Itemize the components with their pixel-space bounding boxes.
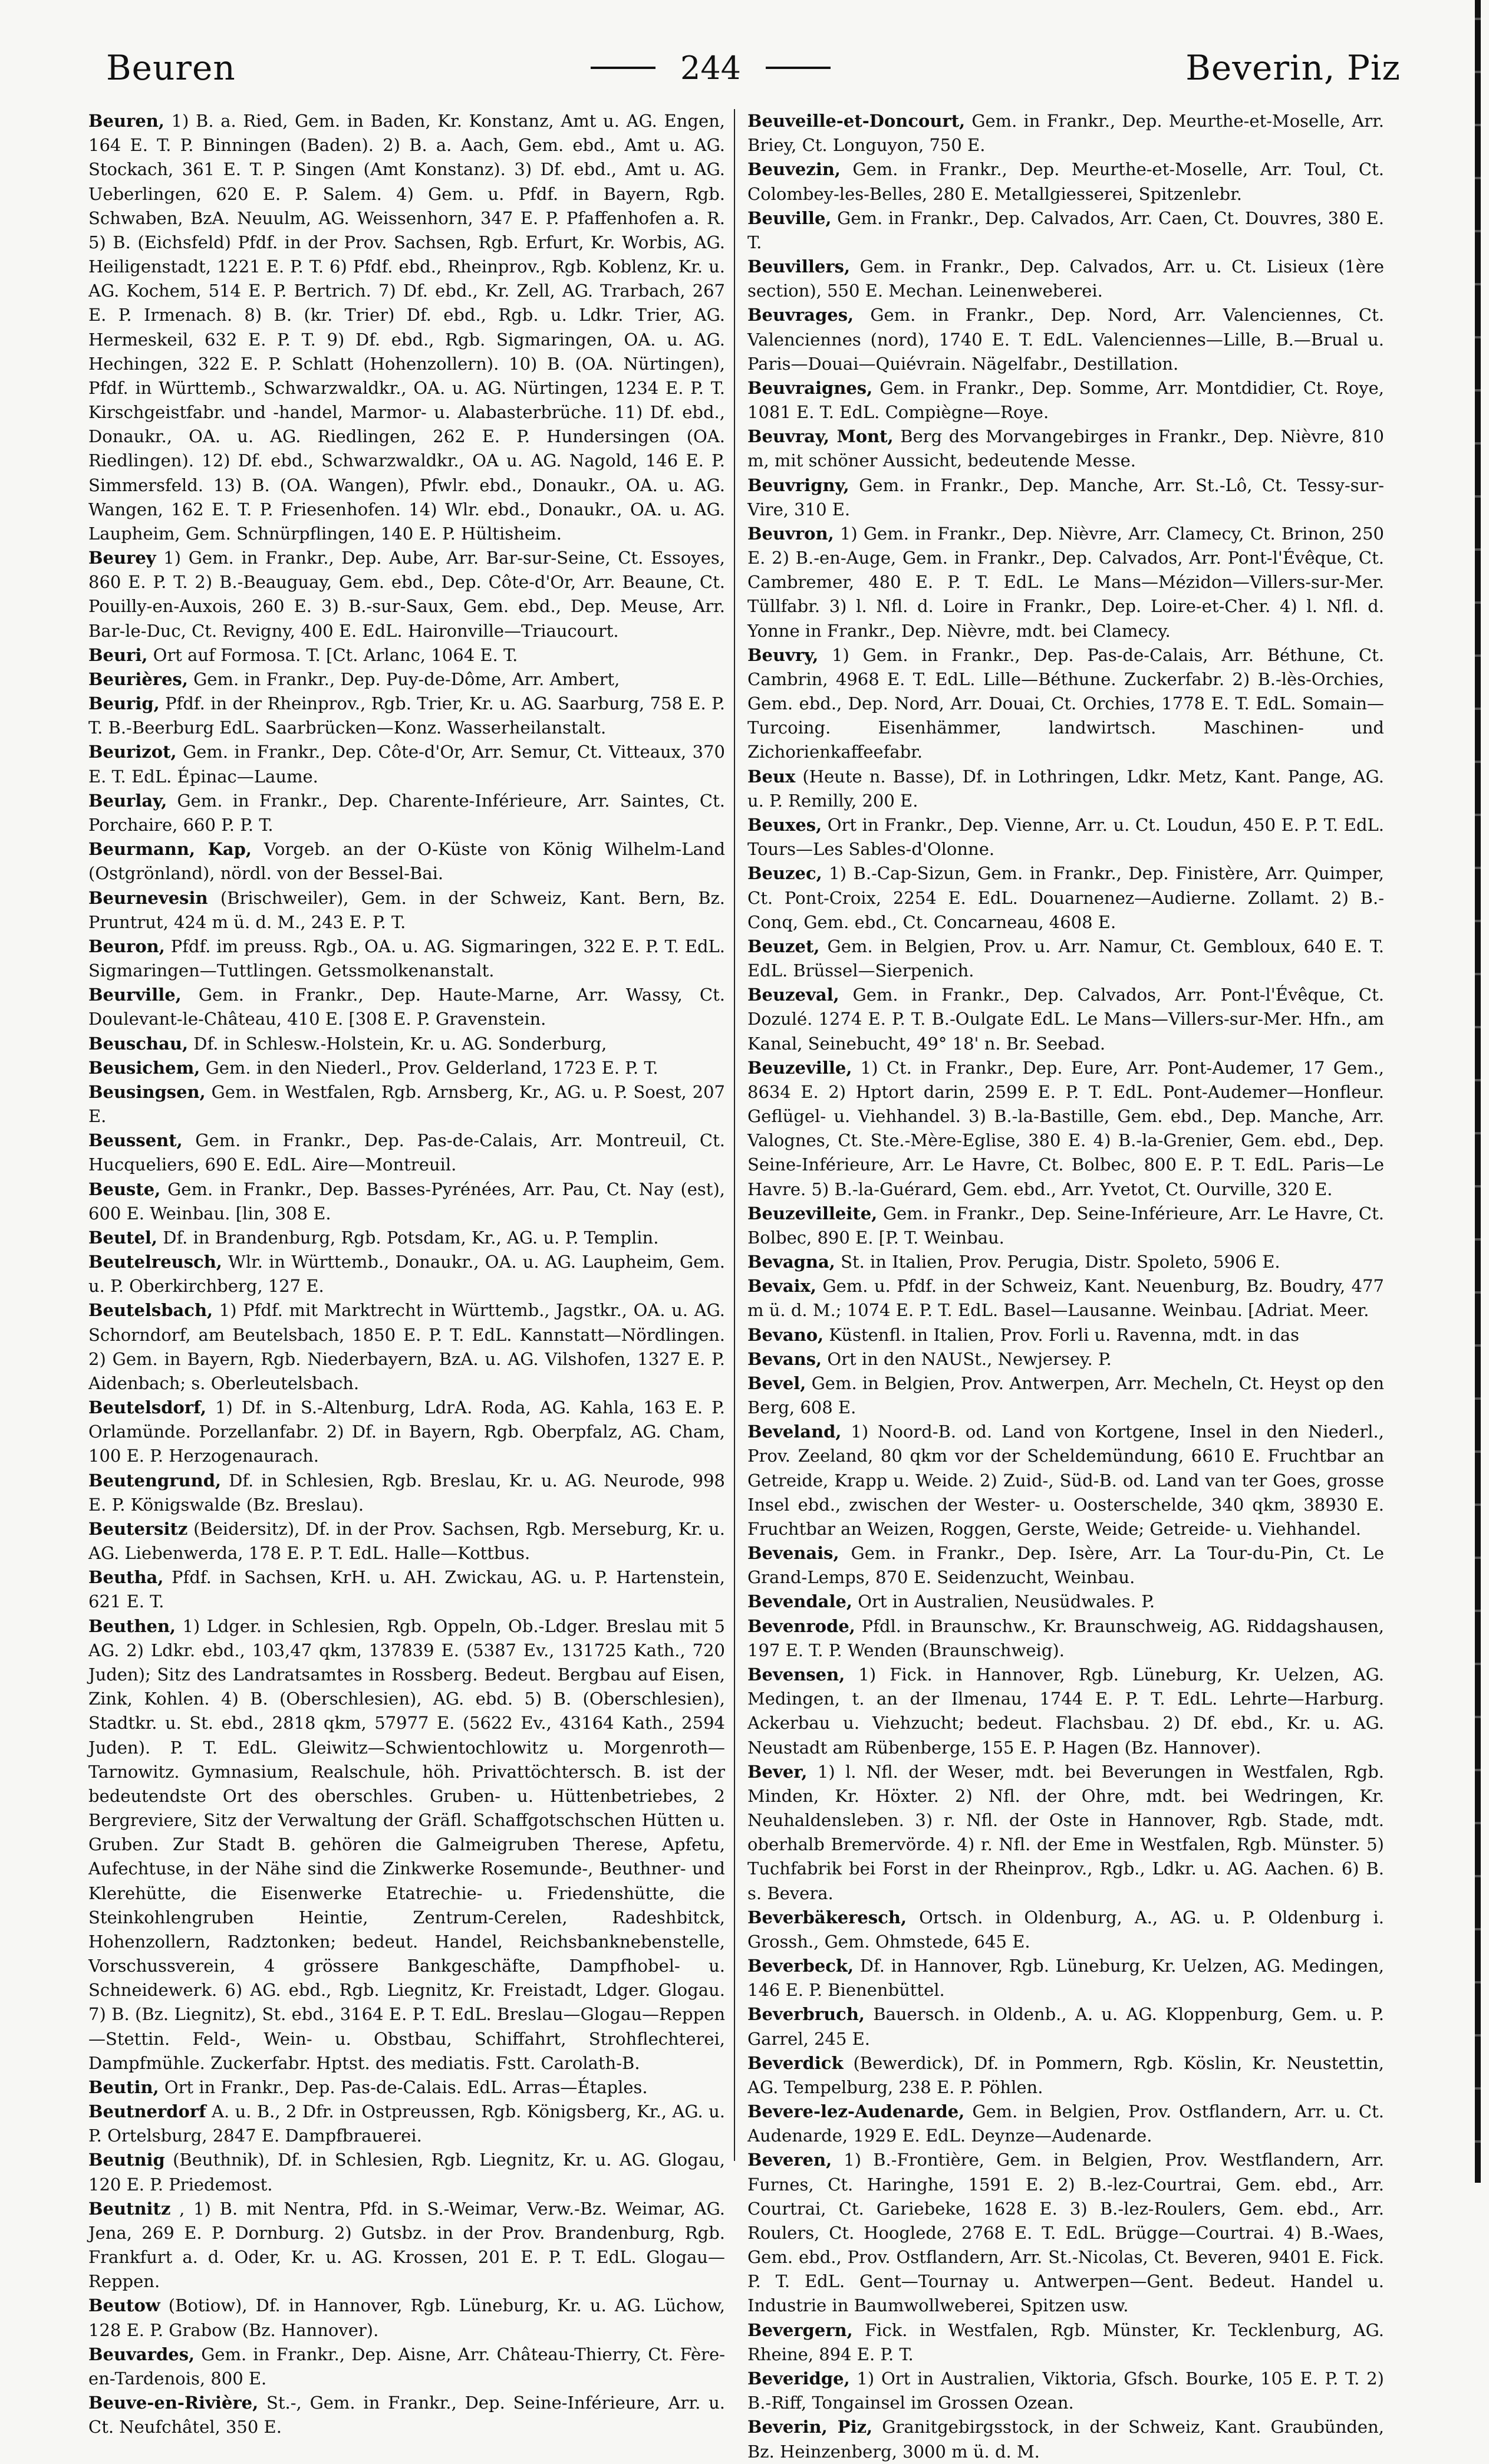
entry-headword: Beuschau, [88, 1033, 189, 1054]
entry-text: Ortsch. in Oldenburg, A., AG. u. P. Oldenburg i. Grossh., Gem. Ohmstede, 645 E. [747, 1907, 1384, 1952]
entry-text: Gem. in Frankr., Dep. Côte-d'Or, Arr. Semur, Ct. Vitteaux, 370 E. T. EdL. Épinac—Laume. [88, 742, 725, 787]
gazetteer-entry [88, 692, 725, 740]
entry-text: Berg des Morvangebirges in Frankr., Dep. Nièvre, 810 m, mit schöner Aussicht, bedeutende Messe. [747, 426, 1384, 471]
entry-headword: Beveland, [747, 1422, 842, 1442]
entry-headword: Beutelsdorf, [88, 1397, 207, 1418]
gazetteer-entry [747, 935, 1384, 983]
entry-headword: Beuthen, [88, 1616, 176, 1636]
entry-text: Küstenfl. in Italien, Prov. Forli u. Ravenna, mdt. in das [823, 1324, 1300, 1345]
entry-text: Vorgeb. an der O-Küste von König Wilhelm-Land (Ostgrönland), nördl. von der Bessel-Bai. [88, 839, 726, 884]
gazetteer-entry [88, 1056, 725, 1080]
gazetteer-entry [747, 376, 1384, 425]
entry-headword: Beuvron, [747, 523, 834, 544]
entry-text: Pfdf. in der Rheinprov., Rgb. Trier, Kr. u. AG. Saarburg, 758 E. P. T. B.-Beerburg EdL. Saarbrücken—Konz. Wasserheilanstalt. [88, 693, 725, 738]
entry-headword: Beuzeval, [747, 985, 839, 1005]
entry-headword: Beurlay, [88, 790, 167, 811]
gazetteer-entry [747, 1906, 1384, 1954]
gazetteer-entry [88, 2100, 725, 2148]
entry-headword: Bevans, [747, 1348, 822, 1369]
entry-text: Gem. u. Pfdf. in der Schweiz, Kant. Neuenburg, Bz. Boudry, 477 m ü. d. M.; 1074 E. P. T. EdL. Basel—Lausanne. Weinbau. [Adriat. Meer. [747, 1276, 1384, 1321]
page-header [106, 35, 1401, 100]
entry-text: St. in Italien, Prov. Perugia, Distr. Spoleto, 5906 E. [835, 1252, 1280, 1272]
gazetteer-entry [747, 1323, 1384, 1347]
dash-right [766, 67, 831, 69]
gazetteer-entry [88, 1396, 725, 1469]
entry-headword: Beurières, [88, 669, 188, 689]
entry-headword: Beurmann, Kap, [88, 839, 252, 860]
gazetteer-entry [747, 643, 1384, 765]
entry-text: 1) Gem. in Frankr., Dep. Aube, Arr. Bar-sur-Seine, Ct. Essoyes, 860 E. P. T. 2) B.-Beauguay, Gem. ebd., Dep. Côte-d'Or, Arr. Beaune, Ct. Pouilly-en-Auxois, 260 E. 3) B.-sur-Saux, Gem. ebd., Dep. Meuse, Arr. Bar-le-Duc, Ct. Revigny, 400 E. EdL. Haironville—Triaucourt. [88, 548, 725, 641]
gazetteer-entry [88, 1177, 725, 1226]
column-divider [734, 109, 735, 2161]
gazetteer-entry [88, 886, 725, 935]
entry-headword: Beurey [88, 548, 156, 568]
gazetteer-entry [88, 1226, 725, 1250]
entry-text: Ort in den NAUSt., Newjersey. P. [822, 1348, 1112, 1369]
entry-headword: Beuvardes, [88, 2344, 195, 2364]
entry-headword: Beuvray, Mont, [747, 426, 894, 447]
entry-text: (Bewerdick), Df. in Pommern, Rgb. Köslin, Kr. Neustettin, AG. Tempelburg, 238 E. P. Pöhlen. [747, 2052, 1384, 2097]
gazetteer-entry [88, 109, 725, 546]
gazetteer-entry [88, 2075, 725, 2100]
gazetteer-entry [88, 1080, 725, 1129]
gazetteer-entry [747, 1954, 1384, 2002]
entry-headword: Beuxes, [747, 814, 822, 835]
entry-headword: Beutelsbach, [88, 1300, 213, 1321]
entry-headword: Bevano, [747, 1324, 824, 1345]
gazetteer-entry [747, 522, 1384, 643]
gazetteer-entry [747, 2367, 1384, 2415]
entry-text: Gem. in den Niederl., Prov. Gelderland, 1723 E. P. T. [200, 1057, 658, 1078]
entry-text: Granitgebirgsstock, in der Schweiz, Kant. Graubünden, Bz. Heinzenberg, 3000 m ü. d. M. [747, 2417, 1384, 2462]
entry-headword: Beuvezin, [747, 159, 841, 180]
entry-text: 1) Gem. in Frankr., Dep. Nièvre, Arr. Clamecy, Ct. Brinon, 250 E. 2) B.-en-Auge, Gem. in Frankr., Dep. Calvados, Arr. Pont-l'Évêque, Ct. Cambremer, 480 E. P. T. EdL. Le Mans—Mézidon—Villers-sur-Mer. Tüllfabr. 3) l. Nfl. d. Loire in Frankr., Dep. Loire-et-Cher. 4) l. Nfl. d. Yonne in Frankr., Dep. Nièvre, mdt. bei Clamecy. [747, 523, 1384, 641]
gazetteer-entry [747, 1371, 1384, 1420]
entry-text: Gem. in Frankr., Dep. Puy-de-Dôme, Arr. Ambert, [187, 669, 620, 689]
entry-text: 1) Noord-B. od. Land von Kortgene, Insel in den Niederl., Prov. Zeeland, 80 qkm vor der Scheldemündung, 6610 E. Fruchtbar an Getreide, Krapp u. Weide. 2) Zuid-, Süd-B. od. Land van ter Goes, grosse Insel ebd., zwischen der Wester- u. Oosterschelde, 340 qkm, 38930 E. Fruchtbar an Weizen, Roggen, Gerste, Weide; Getreide- u. Viehhandel. [747, 1422, 1384, 1539]
gazetteer-entry [747, 1274, 1384, 1323]
entry-text: (Botiow), Df. in Hannover, Rgb. Lüneburg, Kr. u. AG. Lüchow, 128 E. P. Grabow (Bz. Hannover). [88, 2295, 725, 2340]
gazetteer-entry [747, 2100, 1384, 2148]
gazetteer-entry [747, 1347, 1384, 1371]
entry-text: Gem. in Frankr., Dep. Nord, Arr. Valenciennes, Ct. Valenciennes (nord), 1740 E. T. EdL. Valenciennes—Lille, B.—Brual u. Paris—Douai—Quiévrain. Nägelfabr., Destillation. [747, 305, 1384, 374]
entry-text: Pfdl. in Braunschw., Kr. Braunschweig, AG. Riddagshausen, 197 E. T. P. Wenden (Braunschweig). [747, 1616, 1384, 1660]
entry-text: 1) B. a. Ried, Gem. in Baden, Kr. Konstanz, Amt u. AG. Engen, 164 E. T. P. Binningen (Baden). 2) B. a. Aach, Gem. ebd., Amt u. AG. Stockach, 361 E. T. P. Singen (Amt Konstanz). 3) Df. ebd., Amt u. AG. Ueberlingen, 620 E. P. Salem. 4) Gem. u. Pfdf. in Bayern, Rgb. Schwaben, BzA. Neuulm, AG. Weissenhorn, 347 E. P. Pfaffenhofen a. R. 5) B. (Eichsfeld) Pfdf. in der Prov. Sachsen, Rgb. Erfurt, Kr. Worbis, AG. Heiligenstadt, 1221 E. P. T. 6) Pfdf. ebd., Rheinprov., Rgb. Koblenz, Kr. u. AG. Kochem, 514 E. P. Bertrich. 7) Df. ebd., Kr. Zell, AG. Trarbach, 267 E. P. Irmenach. 8) B. (kr. Trier) Df. ebd., Rgb. u. Ldkr. Trier, AG. Hermeskeil, 632 E. P. T. 9) Df. ebd., Rgb. Sigmaringen, OA. u. AG. Hechingen, 322 E. P. Schlatt (Hohenzollern). 10) B. (OA. Nürtingen), Pfdf. in Württemb., Schwarzwaldkr., OA. u. AG. Nürtingen, 1234 E. P. T. Kirschgeistfabr. und -handel, Marmor- u. Alabasterbrüche. 11) Df. ebd., Donaukr., OA. u. AG. Riedlingen, 262 E. P. Hundersingen (OA. Riedlingen). 12) Df. ebd., Schwarzwaldkr., OA u. AG. Nagold, 146 E. P. Simmersfeld. 13) B. (OA. Wangen), Pfwlr. ebd., Donaukr., OA. u. AG. Wangen, 162 E. T. P. Friesenhofen. 14) Wlr. ebd., Donaukr., OA. u. AG. Laupheim, Gem. Schnürpflingen, 140 E. P. Hültisheim. [88, 111, 725, 544]
entry-headword: Beuvillers, [747, 256, 851, 277]
entry-text: Ort in Australien, Neusüdwales. P. [852, 1591, 1155, 1612]
entry-text: 1) B.-Cap-Sizun, Gem. in Frankr., Dep. Finistère, Arr. Quimper, Ct. Pont-Croix, 2254 E. EdL. Douarnenez—Audierne. Zollamt. 2) B.-Conq, Gem. ebd., Ct. Concarneau, 4608 E. [747, 863, 1384, 932]
gazetteer-entry [88, 2294, 725, 2342]
gazetteer-entry [88, 1565, 725, 1614]
page-number-group [591, 50, 831, 87]
gazetteer-entry [747, 109, 1384, 157]
entry-text: Gem. in Frankr., Dep. Calvados, Arr. Pont-l'Évêque, Ct. Dozulé. 1274 E. P. T. B.-Oulgate EdL. Le Mans—Villers-sur-Mer. Hfn., am Kanal, Seinebucht, 49° 18' n. Br. Seebad. [747, 985, 1384, 1054]
gazetteer-entry [747, 2002, 1384, 2051]
page-edge [1475, 0, 1481, 2183]
gazetteer-entry [747, 2415, 1384, 2463]
entry-headword: Beusichem, [88, 1057, 200, 1078]
entry-text: (Brischweiler), Gem. in der Schweiz, Kant. Bern, Bz. Pruntrut, 424 m ü. d. M., 243 E. P. T. [88, 887, 725, 932]
entry-headword: Beuvrages, [747, 305, 854, 325]
gazetteer-entry [88, 1614, 725, 2075]
entry-headword: Beutengrund, [88, 1470, 222, 1491]
entry-headword: Beurnevesin [88, 887, 208, 908]
entry-text: Gem. in Frankr., Dep. Manche, Arr. St.-Lô, Ct. Tessy-sur-Vire, 310 E. [747, 475, 1384, 519]
entry-text: 1) Gem. in Frankr., Dep. Pas-de-Calais, Arr. Béthune, Ct. Cambrin, 4968 E. T. EdL. Lille—Béthune. Zuckerfabr. 2) B.-lès-Orchies, Gem. ebd., Dep. Nord, Arr. Douai, Ct. Orchies, 1778 E. T. EdL. Somain—Turcoing. Eisenhämmer, landwirtsch. Maschinen- und Zichorienkaffeefabr. [747, 644, 1384, 762]
gazetteer-entry [88, 1517, 725, 1565]
entry-text: 1) Fick. in Hannover, Rgb. Lüneburg, Kr. Uelzen, AG. Medingen, t. an der Ilmenau, 1744 E. P. T. EdL. Lehrte—Harburg. Ackerbau u. Viehzucht; bedeut. Flachsbau. 2) Df. ebd., Kr. u. AG. Neustadt am Rübenberge, 155 E. P. Hagen (Bz. Hannover). [747, 1664, 1384, 1758]
left-column [88, 109, 726, 2437]
entry-text: Gem. in Frankr., Dep. Pas-de-Calais, Arr. Montreuil, Ct. Hucqueliers, 690 E. EdL. Aire—Montreuil. [88, 1130, 725, 1175]
entry-headword: Bevagna, [747, 1252, 835, 1272]
gazetteer-entry [88, 2148, 725, 2196]
gazetteer-entry [88, 1469, 725, 1517]
entry-headword: Bevenais, [747, 1543, 839, 1564]
gazetteer-entry [747, 206, 1384, 255]
entry-text: Ort auf Formosa. T. [Ct. Arlanc, 1064 E. T. [147, 644, 518, 665]
entry-headword: Beuvry, [747, 644, 819, 665]
entry-text: Wlr. in Württemb., Donaukr., OA. u. AG. Laupheim, Gem. u. P. Oberkirchberg, 127 E. [88, 1252, 725, 1297]
gazetteer-entry [747, 1760, 1384, 1906]
gazetteer-entry [747, 1202, 1384, 1250]
entry-text: Gem. in Westfalen, Rgb. Arnsberg, Kr., AG. u. P. Soest, 207 E. [88, 1081, 725, 1127]
entry-headword: Beuron, [88, 936, 165, 956]
gazetteer-entry [88, 667, 725, 692]
gazetteer-entry [747, 1541, 1384, 1590]
entry-text: Pfdf. in Sachsen, KrH. u. AH. Zwickau, AG. u. P. Hartenstein, 621 E. T. [88, 1567, 725, 1612]
entry-headword: Beusingsen, [88, 1081, 206, 1102]
entry-headword: Beveren, [747, 2150, 832, 2170]
entry-text: Df. in Hannover, Rgb. Lüneburg, Kr. Uelzen, AG. Medingen, 146 E. P. Bienenbüttel. [747, 1956, 1384, 2001]
gazetteer-entry [747, 425, 1384, 473]
entry-headword: Beutin, [88, 2077, 159, 2097]
gazetteer-entry [88, 983, 725, 1031]
gazetteer-entry [88, 837, 725, 886]
entry-text: 1) Ort in Australien, Viktoria, Gfsch. Bourke, 105 E. P. T. 2) B.-Riff, Tongainsel im Grossen Ozean. [747, 2368, 1384, 2413]
entry-text: (Heute n. Basse), Df. in Lothringen, Ldkr. Metz, Kant. Pange, AG. u. P. Remilly, 200 E. [747, 766, 1384, 811]
entry-text: Gem. in Frankr., Dep. Seine-Inférieure, Arr. Le Havre, Ct. Bolbec, 890 E. [P. T. Weinbau. [747, 1203, 1384, 1248]
gazetteer-entry [747, 861, 1384, 935]
entry-headword: Bevenrode, [747, 1616, 855, 1636]
entry-headword: Beutelreusch, [88, 1252, 222, 1272]
gazetteer-entry [88, 1032, 725, 1056]
entry-text: Gem. in Frankr., Dep. Charente-Inférieure, Arr. Saintes, Ct. Porchaire, 660 P. P. T. [88, 790, 725, 835]
entry-text: Bauersch. in Oldenb., A. u. AG. Kloppenburg, Gem. u. P. Garrel, 245 E. [747, 2004, 1384, 2049]
gazetteer-entry [747, 303, 1384, 376]
entry-text: Gem. in Frankr., Dep. Somme, Arr. Montdidier, Ct. Roye, 1081 E. T. EdL. Compiègne—Roye. [747, 377, 1384, 423]
entry-headword: Beuren, [88, 111, 164, 131]
entry-headword: Beuveille-et-Doncourt, [747, 111, 966, 131]
entry-text: 1) Ldger. in Schlesien, Rgb. Oppeln, Ob.-Ldger. Breslau mit 5 AG. 2) Ldkr. ebd., 103,47 qkm, 137839 E. (5387 Ev., 131725 Kath., 720 Juden); Sitz des Landratsamtes in Rossberg. Bedeut. Bergbau auf Eisen, Zink, Kohlen. 4) B. (Oberschlesien), AG. ebd. 5) B. (Oberschlesien), Stadtkr. u. St. ebd., 2818 qkm, 57977 E. (5622 Ev., 43164 Kath., 2594 Juden). P. T. EdL. Gleiwitz—Schwientochlowitz u. Morgenroth—Tarnowitz. Gymnasium, Realschule, höh. Privattöchtersch. B. ist der bedeutendste Ort des oberschles. Gruben- u. Hüttenbetriebes, 2 Bergreviere, Sitz der Verwaltung der Gräfl. Schaffgotschschen Hütten u. Gruben. Zur Stadt B. gehören die Galmeigruben Therese, Apfetu, Aufechtuse, in der Nähe sind die Zinkwerke Rosemunde-, Beuthner- und Klerehütte, die Eisenwerke Etatrechie- u. Friedenshütte, die Steinkohlengruben Heintie, Zentrum-Cerelen, Radeshbitck, Hohenzollern, Radztonken; bedeut. Handel, Reichsbanknebenstelle, Vorschussverein, 4 grössere Bankgeschäfte, Dampfhobel- u. Schneidewerk. 6) AG. ebd., Rgb. Liegnitz, Kr. Freistadt, Ldger. Glogau. 7) B. (Bz. Liegnitz), St. ebd., 3164 E. P. T. EdL. Breslau—Glogau—Reppen—Stettin. Feld-, Wein- u. Obstbau, Schiffahrt, Strohflechterei, Dampfmühle. Zuckerfabr. Hptst. des mediatis. Fstt. Carolath-B. [88, 1616, 725, 2073]
entry-text: Gem. in Frankr., Dep. Isère, Arr. La Tour-du-Pin, Ct. Le Grand-Lemps, 870 E. Seidenzucht, Weinbau. [747, 1543, 1384, 1588]
gazetteer-entry [88, 2391, 725, 2439]
dash-left [591, 67, 655, 69]
entry-text: A. u. B., 2 Dfr. in Ostpreussen, Rgb. Königsberg, Kr., AG. u. P. Ortelsburg, 2847 E. Dampfbrauerei. [88, 2101, 725, 2146]
entry-text: Df. in Brandenburg, Rgb. Potsdam, Kr., AG. u. P. Templin. [157, 1227, 659, 1248]
gazetteer-entry [88, 2197, 725, 2294]
entry-headword: Beurizot, [88, 742, 177, 762]
gazetteer-entry [88, 789, 725, 837]
entry-headword: Beux [747, 766, 796, 787]
right-column [747, 109, 1384, 2462]
entry-headword: Beuzec, [747, 863, 822, 884]
entry-text: Df. in Schlesien, Rgb. Breslau, Kr. u. AG. Neurode, 998 E. P. Königswalde (Bz. Breslau). [88, 1470, 725, 1515]
entry-headword: Beutha, [88, 1567, 164, 1588]
entry-headword: Beutnig [88, 2150, 165, 2170]
entry-headword: Beurville, [88, 985, 182, 1005]
entry-text: 1) B.-Frontière, Gem. in Belgien, Prov. Westflandern, Arr. Furnes, Ct. Haringhe, 1591 E. 2) B.-lez-Courtrai, Gem. ebd., Arr. Courtrai, Ct. Gariebeke, 1628 E. 3) B.-lez-Roulers, Gem. ebd., Arr. Roulers, Ct. Hooglede, 2768 E. T. EdL. Brügge—Courtrai. 4) B.-Waes, Gem. ebd., Prov. Ostflandern, Arr. St.-Nicolas, Ct. Beveren, 9401 E. Fick. P. T. EdL. Gent—Tournay u. Antwerpen—Gent. Bedeut. Handel u. Industrie in Baumwollweberei, Spitzen usw. [747, 2150, 1384, 2316]
entry-headword: Bevaix, [747, 1276, 817, 1297]
entry-headword: Bevensen, [747, 1664, 845, 1685]
entry-text: Df. in Schlesw.-Holstein, Kr. u. AG. Sonderburg, [188, 1033, 607, 1054]
entry-text: St.-, Gem. in Frankr., Dep. Seine-Inférieure, Arr. u. Ct. Neufchâtel, 350 E. [88, 2393, 725, 2437]
running-head-right: Beverin, Piz [1185, 48, 1401, 88]
entry-headword: Beuri, [88, 644, 148, 665]
entry-headword: Bevendale, [747, 1591, 852, 1612]
running-head-left: Beuren [106, 48, 236, 88]
entry-headword: Beverbruch, [747, 2004, 865, 2025]
entry-headword: Beverbeck, [747, 1956, 854, 1976]
entry-text: 1) Df. in S.-Altenburg, LdrA. Roda, AG. Kahla, 163 E. P. Orlamünde. Porzellanfabr. 2) Df. in Bayern, Rgb. Oberpfalz, AG. Cham, 100 E. P. Herzogenaurach. [88, 1397, 725, 1466]
gazetteer-entry [88, 1298, 725, 1396]
gazetteer-entry [747, 473, 1384, 522]
entry-headword: Beverbäkeresch, [747, 1907, 907, 1927]
gazetteer-entry [88, 740, 725, 788]
gazetteer-entry [747, 1663, 1384, 1760]
entry-headword: Beutow [88, 2295, 160, 2316]
entry-text: Gem. in Belgien, Prov. Ostflandern, Arr. u. Ct. Audenarde, 1929 E. EdL. Deynze—Audenarde. [747, 2101, 1384, 2146]
entry-text: Gem. in Belgien, Prov. Antwerpen, Arr. Mecheln, Ct. Heyst op den Berg, 608 E. [747, 1373, 1384, 1418]
gazetteer-entry [747, 1056, 1384, 1202]
entry-headword: Beutnitz [88, 2198, 171, 2219]
entry-headword: Bevergern, [747, 2320, 853, 2340]
gazetteer-entry [747, 2051, 1384, 2100]
entry-headword: Beutnerdorf [88, 2101, 206, 2122]
gazetteer-entry [747, 813, 1384, 861]
entry-text: Gem. in Frankr., Dep. Haute-Marne, Arr. Wassy, Ct. Doulevant-le-Château, 410 E. [308 E. P. Gravenstein. [88, 985, 725, 1029]
entry-headword: Beveridge, [747, 2368, 850, 2389]
entry-headword: Beussent, [88, 1130, 183, 1151]
entry-headword: Beuville, [747, 208, 832, 228]
gazetteer-entry [747, 2318, 1384, 2367]
entry-headword: Beuste, [88, 1179, 161, 1199]
entry-text: Gem. in Frankr., Dep. Calvados, Arr. u. Ct. Lisieux (1ère section), 550 E. Mechan. Leinenweberei. [747, 256, 1384, 301]
entry-text: 1) Ct. in Frankr., Dep. Eure, Arr. Pont-Audemer, 17 Gem., 8634 E. 2) Hptort darin, 2599 E. P. T. EdL. Pont-Audemer—Honfleur. Geflügel- u. Viehhandel. 3) B.-la-Bastille, Gem. ebd., Dep. Manche, Arr. Valognes, Ct. Ste.-Mère-Eglise, 380 E. 4) B.-la-Grenier, Gem. ebd., Dep. Seine-Inférieure, Arr. Le Havre, Ct. Bolbec, 800 E. P. T. EdL. Paris—Le Havre. 5) B.-la-Guérard, Gem. ebd., Arr. Yvetot, Ct. Ourville, 320 E. [747, 1057, 1384, 1199]
entry-headword: Beverin, Piz, [747, 2417, 873, 2437]
gazetteer-entry [88, 1129, 725, 1177]
entry-headword: Beuvraignes, [747, 377, 873, 398]
gazetteer-entry [88, 546, 725, 643]
entry-text: 1) Pfdf. mit Marktrecht in Württemb., Jagstkr., OA. u. AG. Schorndorf, am Beutelsbach, 1850 E. P. T. EdL. Kannstatt—Nördlingen. 2) Gem. in Bayern, Rgb. Niederbayern, BzA. u. AG. Vilshofen, 1327 E. P. Aidenbach; s. Oberleutelsbach. [88, 1300, 725, 1393]
entry-text: Ort in Frankr., Dep. Pas-de-Calais. EdL. Arras—Étaples. [159, 2077, 648, 2097]
entry-text: Gem. in Frankr., Dep. Aisne, Arr. Château-Thierry, Ct. Fère-en-Tardenois, 800 E. [88, 2344, 725, 2389]
entry-text: Gem. in Frankr., Dep. Basses-Pyrénées, Arr. Pau, Ct. Nay (est), 600 E. Weinbau. [lin, 308 E. [88, 1179, 725, 1223]
entry-headword: Beuzeville, [747, 1057, 852, 1078]
entry-headword: Beuzet, [747, 936, 820, 956]
page-number: 244 [680, 49, 742, 87]
entry-text: Gem. in Frankr., Dep. Meurthe-et-Moselle, Arr. Briey, Ct. Longuyon, 750 E. [747, 111, 1384, 156]
gazetteer-entry [747, 255, 1384, 303]
entry-headword: Bevel, [747, 1373, 806, 1393]
entry-text: Ort in Frankr., Dep. Vienne, Arr. u. Ct. Loudun, 450 E. P. T. EdL. Tours—Les Sables-d'Olonne. [747, 814, 1384, 860]
entry-headword: Beutersitz [88, 1518, 188, 1539]
gazetteer-entry [747, 1614, 1384, 1663]
entry-text: Gem. in Belgien, Prov. u. Arr. Namur, Ct. Gembloux, 640 E. T. EdL. Brüssel—Sierpenich. [747, 936, 1384, 981]
gazetteer-entry [88, 643, 725, 667]
entry-headword: Beurig, [88, 693, 160, 714]
gazetteer-entry [747, 157, 1384, 206]
entry-headword: Beverdick [747, 2052, 844, 2073]
entry-headword: Bevere-lez-Audenarde, [747, 2101, 965, 2122]
gazetteer-entry [747, 765, 1384, 813]
entry-text: , 1) B. mit Nentra, Pfd. in S.-Weimar, Verw.-Bz. Weimar, AG. Jena, 269 E. P. Dornburg. 2) Gutsbz. in der Prov. Brandenburg, Rgb. Frankfurt a. d. Oder, Kr. u. AG. Krossen, 201 E. P. T. EdL. Glogau—Reppen. [88, 2198, 725, 2292]
entry-headword: Beuzevilleite, [747, 1203, 878, 1223]
gazetteer-entry [88, 935, 725, 983]
entry-text: Pfdf. im preuss. Rgb., OA. u. AG. Sigmaringen, 322 E. P. T. EdL. Sigmaringen—Tuttlingen. Getssmolkenanstalt. [88, 936, 725, 981]
gazetteer-entry [747, 1250, 1384, 1274]
entry-headword: Bever, [747, 1761, 808, 1782]
entry-text: Gem. in Frankr., Dep. Calvados, Arr. Caen, Ct. Douvres, 380 E. T. [747, 208, 1384, 252]
gazetteer-entry [747, 1420, 1384, 1541]
entry-text: Fick. in Westfalen, Rgb. Münster, Kr. Tecklenburg, AG. Rheine, 894 E. P. T. [747, 2320, 1384, 2364]
entry-text: Gem. in Frankr., Dep. Meurthe-et-Moselle, Arr. Toul, Ct. Colombey-les-Belles, 280 E. Metallgiesserei, Spitzenlebr. [747, 159, 1384, 204]
gazetteer-entry [88, 1250, 725, 1298]
entry-headword: Beuve-en-Rivière, [88, 2393, 259, 2413]
entry-text: (Beuthnik), Df. in Schlesien, Rgb. Liegnitz, Kr. u. AG. Glogau, 120 E. P. Priedemost. [88, 2150, 725, 2195]
gazetteer-entry [88, 2343, 725, 2391]
gazetteer-entry [747, 2148, 1384, 2318]
gazetteer-entry [747, 983, 1384, 1056]
entry-text: 1) l. Nfl. der Weser, mdt. bei Beverungen in Westfalen, Rgb. Minden, Kr. Höxter. 2) Nfl. der Ohre, mdt. bei Wedringen, Kr. Neuhaldensleben. 3) r. Nfl. der Oste in Hannover, Rgb. Stade, mdt. oberhalb Bremervörde. 4) r. Nfl. der Eme in Westfalen, Rgb. Münster. 5) Tuchfabrik bei Forst in der Rheinprov., Rgb., Ldkr. u. AG. Aachen. 6) B. s. Bevera. [747, 1761, 1384, 1903]
gazetteer-entry [747, 1590, 1384, 1614]
entry-text: (Beidersitz), Df. in der Prov. Sachsen, Rgb. Merseburg, Kr. u. AG. Liebenwerda, 178 E. P. T. EdL. Halle—Kottbus. [88, 1518, 725, 1564]
entry-headword: Beuvrigny, [747, 475, 849, 495]
entry-headword: Beutel, [88, 1227, 158, 1248]
